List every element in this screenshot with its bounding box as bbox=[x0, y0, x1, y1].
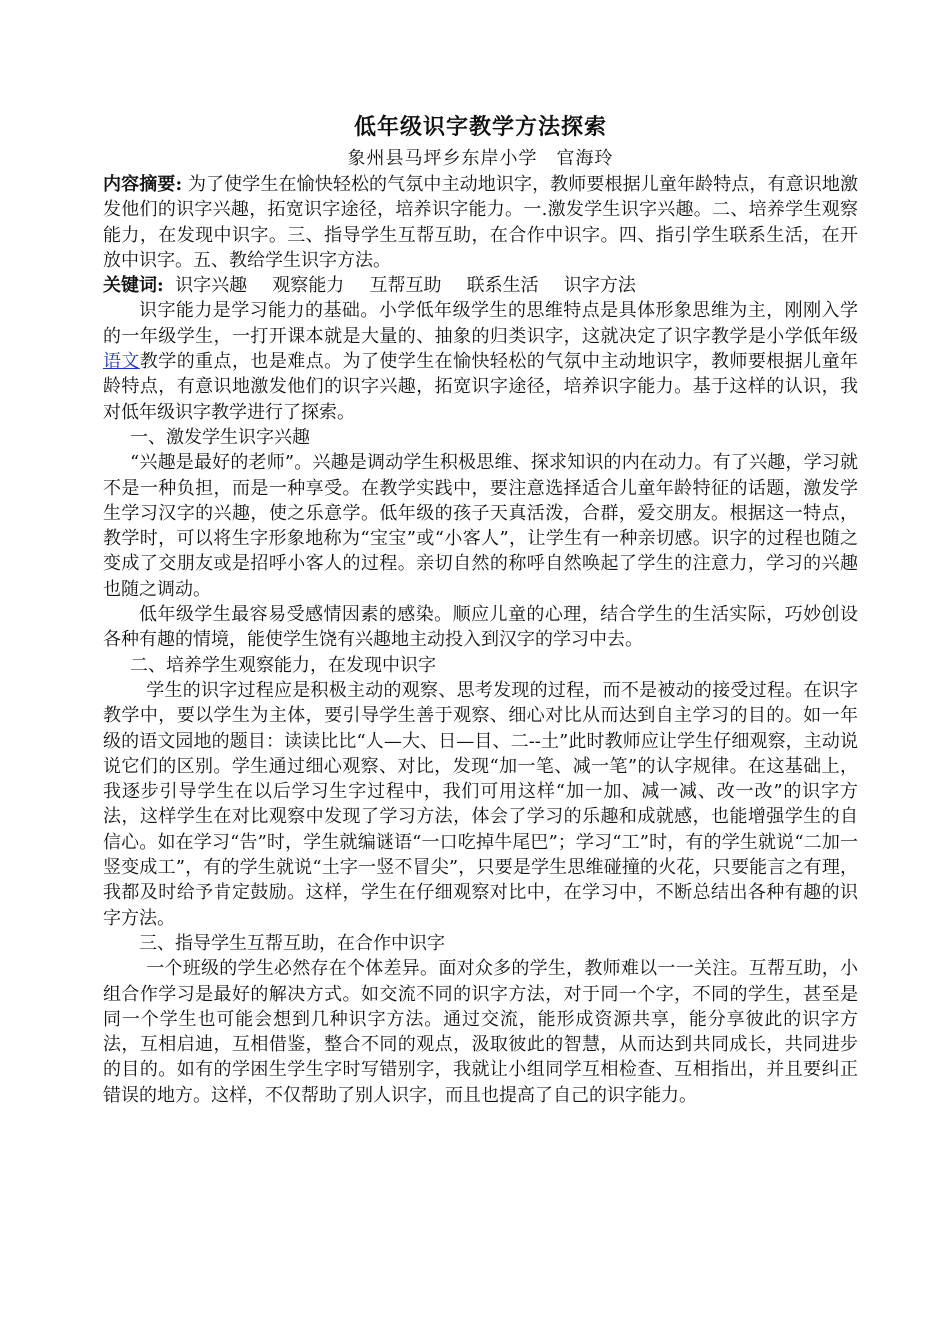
section-1-paragraph-2: 低年级学生最容易受感情因素的感染。顺应儿童的心理，结合学生的生活实际，巧妙创设各种有趣的情境，能使学生饶有兴趣地主动投入到汉字的学习中去。 bbox=[103, 604, 858, 651]
section-2-paragraph-1: 学生的识字过程应是积极主动的观察、思考发现的过程，而不是被动的接受过程。在识字教学中，要以学生为主体，要引导学生善于观察、细心对比从而达到自主学习的目的。如一年级的语文园地的题目：读读比比“人—大、日—目、二--土”此时教师应让学生仔细观察，主动说说它们的区别。学生通过细心观察、对比，发现“加一笔、减一笔”的认字规律。在这基础上，我逐步引导学生在以后学习生字过程中，我们可用这样“加一加、减一减、改一改”的识字方法，这样学生在对比观察中发现了学习方法，体会了学习的乐趣和成就感，也能增强学生的自信心。如在学习“告”时，学生就编谜语“一口吃掉牛尾巴”；学习“工”时，有的学生就说“二加一竖变成工”，有的学生就说“土字一竖不冒尖”，只要是学生思维碰撞的火花，只要能言之有理，我都及时给予肯定鼓励。这样，学生在仔细观察对比中，在学习中，不断总结出各种有趣的识字方法。 bbox=[103, 679, 858, 929]
intro-text-cont: 教学的重点，也是难点。为了使学生在愉快轻松的气氛中主动地识字，教师要根据儿童年龄特点，有意识地激发他们的识字兴趣，拓宽识字途径，培养识字能力。基于这样的认识，我对低年级识字教学进行了探索。 bbox=[103, 351, 859, 423]
yuwen-link[interactable]: 语文 bbox=[103, 351, 140, 373]
keyword: 联系生活 bbox=[466, 275, 539, 297]
abstract-paragraph bbox=[103, 172, 858, 273]
page-title: 低年级识字教学方法探索 bbox=[353, 114, 607, 140]
abstract-label: 内容摘要: bbox=[103, 174, 183, 195]
keyword: 识字方法 bbox=[563, 275, 636, 297]
keywords-label: 关键词: bbox=[103, 275, 164, 297]
section-1-heading: 一、激发学生识字兴趣 bbox=[130, 426, 310, 448]
section-3-paragraph-1: 一个班级的学生必然存在个体差异。面对众多的学生，教师难以一一关注。互帮互助，小组合作学习是最好的解决方式。如交流不同的识字方法，对于同一个字，不同的学生，甚至是同一个学生也可能会想到几种识字方法。通过交流，能形成资源共享，能分享彼此的识字方法，互相启迪，互相借鉴，整合不同的观点，汲取彼此的智慧，从而达到共同成长，共同进步的目的。如有的学困生学生字时写错别字，我就让小组同学互相检查、互相指出，并且要纠正错误的地方。这样，不仅帮助了别人识字，而且也提高了自己的识字能力。 bbox=[103, 958, 858, 1106]
intro-paragraph bbox=[103, 298, 858, 424]
section-2-heading: 二、培养学生观察能力，在发现中识字 bbox=[130, 654, 436, 676]
document-page bbox=[103, 112, 858, 1108]
section-1-paragraph-1: “兴趣是最好的老师”。兴趣是调动学生积极思维、探求知识的内在动力。有了兴趣，学习就不是一种负担，而是一种享受。在教学实践中，要注意选择适合儿童年龄特征的话题，激发学生学习汉字的兴趣，使之乐意学。低年级的孩子天真活泼，合群，爱交朋友。根据这一特点，教学时，可以将生字形象地称为“宝宝”或“小客人”，让学生有一种亲切感。识字的过程也随之变成了交朋友或是招呼小客人的过程。亲切自然的称呼自然唤起了学生的注意力，学习的兴趣也随之调动。 bbox=[103, 452, 858, 600]
author-line: 象州县马坪乡东岸小学 官海玲 bbox=[347, 148, 614, 169]
keyword: 互帮互助 bbox=[369, 275, 442, 297]
section-3-heading: 三、指导学生互帮互助，在合作中识字 bbox=[139, 932, 445, 954]
keyword: 识字兴趣 bbox=[175, 275, 248, 297]
abstract-text: 为了使学生在愉快轻松的气氛中主动地识字，教师要根据儿童年龄特点，有意识地激发他们的识字兴趣，拓宽识字途径，培养识字能力。一.激发学生识字兴趣。二、培养学生观察能力，在发现中识字。三、指导学生互帮互助，在合作中识字。四、指引学生联系生活，在开放中识字。五、教给学生识字方法。 bbox=[103, 174, 858, 271]
keyword: 观察能力 bbox=[272, 275, 345, 297]
intro-text: 识字能力是学习能力的基础。小学低年级学生的思维特点是具体形象思维为主，刚刚入学的一年级学生，一打开课本就是大量的、抽象的归类识字，这就决定了识字教学是小学低年级 bbox=[103, 300, 858, 347]
keywords-line bbox=[103, 273, 858, 298]
